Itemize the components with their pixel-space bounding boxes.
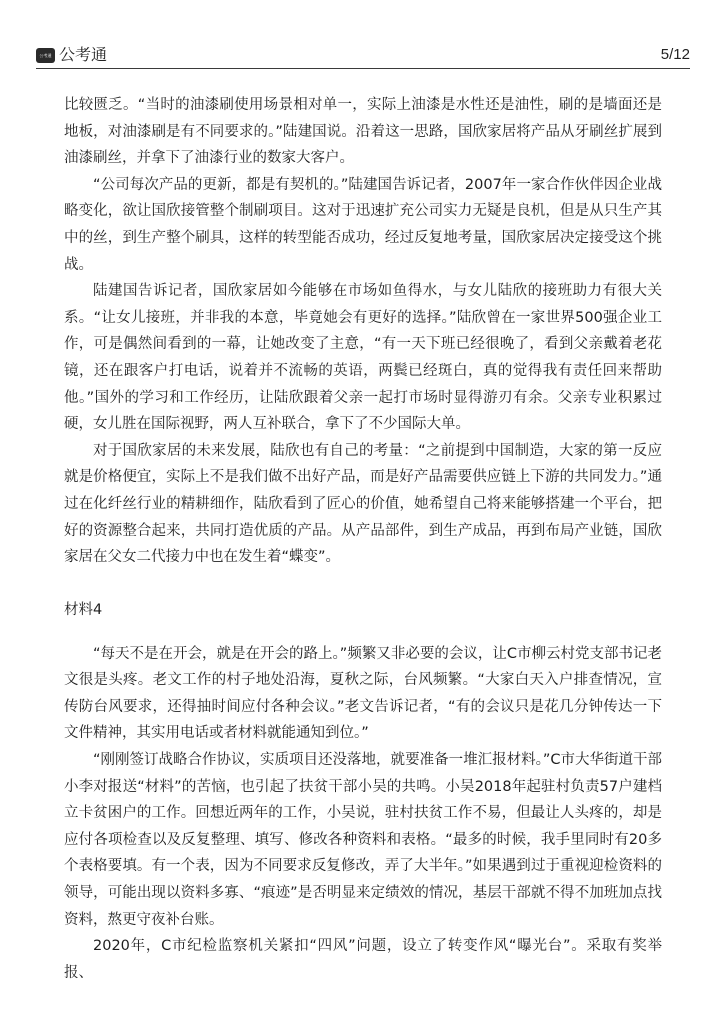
paragraph: 对于国欣家居的未来发展，陆欣也有自己的考量：“之前提到中国制造，大家的第一反应就是价格便宜，实际上不是我们做不出好产品，而是好产品需要供应链上下游的共同发力。”通过在化纤丝行业的精耕细作，陆欣看到了匠心的价值，她希望自己将来能够搭建一个平台，把好的资源整合起来，共同打造优质的产品。从产品部件，到生产成品，再到布局产业链，国欣家居在父女二代接力中也在发生着“蝶变”。 xyxy=(64,442,662,566)
page-header xyxy=(36,44,690,69)
paragraph: 陆建国告诉记者，国欣家居如今能够在市场如鱼得水，与女儿陆欣的接班助力有很大关系。“让女儿接班，并非我的本意，毕竟她会有更好的选择。”陆欣曾在一家世界500强企业工作，可是偶然间看到的一幕，让她改变了主意，“有一天下班已经很晚了，看到父亲戴着老花镜，还在跟客户打电话，说着并不流畅的英语，两鬓已经斑白，真的觉得我有责任回来帮助他。”国外的学习和工作经历，让陆欣跟着父亲一起打市场时显得游刃有余。父亲专业积累过硬，女儿胜在国际视野，两人互补联合，拿下了不少国际大单。 xyxy=(64,283,662,433)
brand-name: 公考通 xyxy=(59,45,108,64)
page-number: 5/12 xyxy=(660,46,690,63)
paragraph: 2020年，C市纪检监察机关紧扣“四风”问题，设立了转变作风“曝光台”。采取有奖举报、 xyxy=(64,938,662,981)
paragraph: “公司每次产品的更新，都是有契机的。”陆建国告诉记者，2007年一家合作伙伴因企业战略变化，欲让国欣接管整个制刷项目。这对于迅速扩充公司实力无疑是良机，但是从只生产其中的丝，到生产整个刷具，这样的转型能否成功，经过反复地考量，国欣家居决定接受这个挑战。 xyxy=(64,176,662,273)
brand-logo xyxy=(36,46,107,64)
document-body xyxy=(64,92,662,986)
logo-badge-icon: 公考通 xyxy=(36,48,55,63)
paragraph: “刚刚签订战略合作协议，实质项目还没落地，就要准备一堆汇报材料。”C市大华街道干部小李对报送“材料”的苦恼，也引起了扶贫干部小吴的共鸣。小吴2018年起驻村负责57户建档立卡贫困户的工作。回想近两年的工作，小吴说，驻村扶贫工作不易，但最让人头疼的，却是应付各项检查以及反复整理、填写、修改各种资料和表格。“最多的时候，我手里同时有20多个表格要填。有一个表，因为不同要求反复修改，弄了大半年。”如果遇到过于重视迎检资料的领导，可能出现以资料多寡、“痕迹”是否明显来定绩效的情况，基层干部就不得不加班加点找资料，熬更守夜补台账。 xyxy=(64,752,662,928)
paragraph: “每天不是在开会，就是在开会的路上。”频繁又非必要的会议，让C市柳云村党支部书记老文很是头疼。老文工作的村子地处沿海，夏秋之际，台风频繁。“大家白天入户排查情况，宣传防台风要求，还得抽时间应付各种会议。”老文告诉记者，“有的会议只是花几分钟传达一下文件精神，其实用电话或者材料就能通知到位。” xyxy=(64,645,662,742)
paragraph: 比较匮乏。“当时的油漆刷使用场景相对单一，实际上油漆是水性还是油性，刷的是墙面还是地板，对油漆刷是有不同要求的。”陆建国说。沿着这一思路，国欣家居将产品从牙刷丝扩展到油漆刷丝，并拿下了油漆行业的数家大客户。 xyxy=(64,97,662,167)
section-title: 材料4 xyxy=(64,601,103,618)
